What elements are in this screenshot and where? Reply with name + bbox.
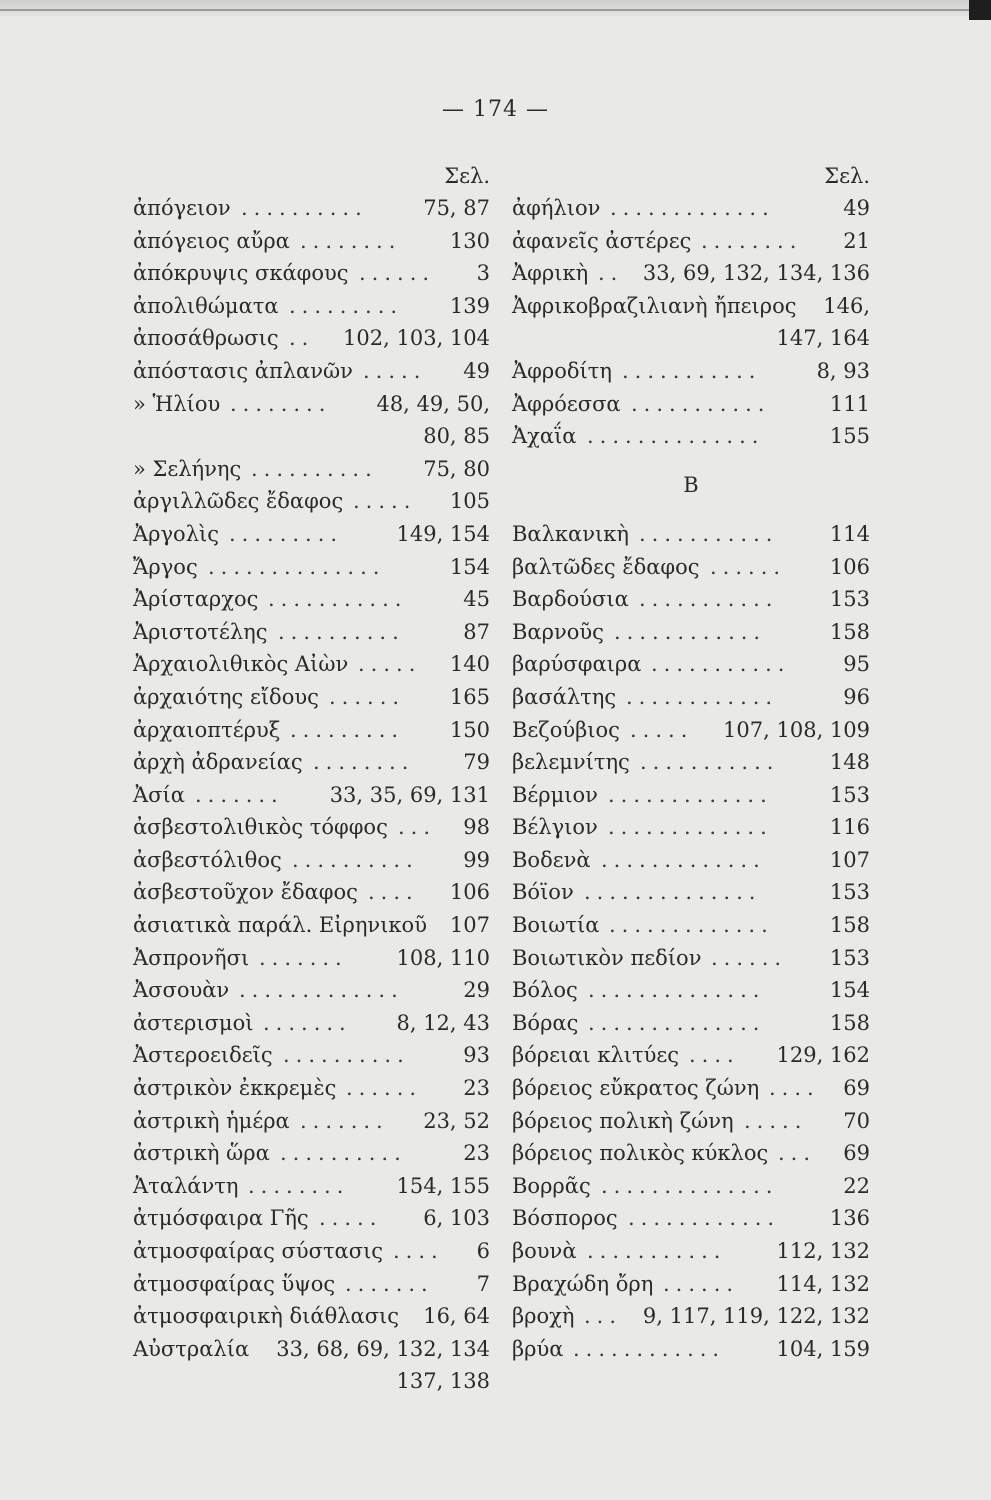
index-term: Βόρας	[512, 1010, 579, 1035]
index-term: ἀφανεῖς ἀστέρες	[512, 228, 692, 253]
index-pages: 107	[449, 913, 490, 938]
index-entry	[512, 779, 870, 812]
index-pages: 130	[449, 228, 490, 253]
index-entry	[133, 583, 490, 616]
index-entry	[133, 192, 490, 225]
index-pages: 87	[463, 619, 490, 644]
index-pages: 104, 159	[776, 1336, 870, 1361]
leader-dots: ..........	[280, 1141, 407, 1166]
index-entry	[512, 225, 870, 258]
leader-dots: .......	[259, 945, 348, 970]
column-header-right: Σελ.	[824, 164, 870, 188]
index-term: Ἀχαΐα	[512, 424, 577, 449]
leader-dots: .........	[289, 293, 404, 318]
index-term: Ἀργολὶς	[133, 521, 220, 546]
leader-dots: ..	[598, 261, 624, 286]
index-entry	[512, 681, 870, 714]
index-pages: 153	[829, 782, 870, 807]
index-entry	[133, 225, 490, 258]
index-entry	[512, 616, 870, 649]
index-entry	[133, 1202, 490, 1235]
index-pages: 29	[463, 978, 490, 1003]
index-term: ἀπόκρυψις σκάφους	[133, 261, 349, 286]
index-pages: 116	[829, 815, 870, 840]
index-entry	[512, 420, 870, 453]
leader-dots: ...........	[268, 587, 408, 612]
index-term: βόρειος εὔκρατος ζώνη	[512, 1076, 760, 1101]
index-entry	[133, 876, 490, 909]
index-entry	[512, 1105, 870, 1138]
leader-dots: ....	[769, 1076, 820, 1101]
index-pages: 154, 155	[396, 1173, 490, 1198]
index-pages: 98	[463, 815, 490, 840]
index-entry	[133, 616, 490, 649]
index-pages: 93	[463, 1043, 490, 1068]
leader-dots: ............	[628, 1206, 781, 1231]
index-term: Ἀφρικοβραζιλιανὴ ἤπειρος	[512, 293, 797, 318]
index-term: Βοδενὰ	[512, 847, 591, 872]
leader-dots: ....	[368, 880, 419, 905]
index-term: Ἀφρόεσσα	[512, 391, 621, 416]
leader-dots: ..............	[584, 880, 762, 905]
index-term: βροχὴ	[512, 1304, 575, 1329]
index-pages: 23	[463, 1141, 490, 1166]
leader-dots: .....	[319, 1206, 383, 1231]
index-term: Βορρᾶς	[512, 1173, 591, 1198]
index-pages: 33, 69, 132, 134, 136	[642, 261, 870, 286]
index-entry	[133, 1365, 490, 1398]
index-entry	[133, 1170, 490, 1203]
index-term: Βόϊον	[512, 880, 574, 905]
index-pages: 3	[476, 261, 490, 286]
index-term: βουνὰ	[512, 1239, 577, 1263]
index-pages: 9, 117, 119, 122, 132	[642, 1304, 870, 1329]
index-entry	[133, 420, 490, 453]
index-pages: 75, 87	[423, 196, 490, 220]
leader-dots: ...........	[631, 391, 771, 416]
index-pages: 49	[463, 358, 490, 383]
index-pages: 165	[449, 684, 490, 709]
leader-dots: ..............	[588, 978, 766, 1003]
index-pages: 48, 49, 50,	[376, 391, 490, 416]
index-entry	[133, 779, 490, 812]
index-term: Βέρμιον	[512, 782, 598, 807]
index-term: ἀτμόσφαιρα Γῆς	[133, 1206, 309, 1231]
index-term: Βραχώδη ὄρη	[512, 1271, 654, 1296]
index-entry	[133, 1333, 490, 1366]
index-pages: 69	[843, 1076, 870, 1101]
index-term: ἀστερισμοὶ	[133, 1010, 254, 1035]
index-term: βελεμνίτης	[512, 750, 630, 775]
index-entry	[512, 322, 870, 355]
index-pages: 155	[829, 424, 870, 449]
index-pages: 150	[449, 717, 490, 742]
index-pages: 69	[843, 1141, 870, 1166]
leader-dots: ...........	[639, 587, 779, 612]
index-pages: 140	[449, 652, 490, 677]
leader-dots: .........	[229, 521, 344, 546]
leader-dots: ........	[701, 228, 803, 253]
index-term: ἀπόγειος αὔρα	[133, 228, 290, 253]
index-entry	[133, 648, 490, 681]
index-pages: 114	[829, 521, 870, 546]
index-entry	[512, 876, 870, 909]
leader-dots: ..........	[278, 619, 405, 644]
index-term: Ἀριστοτέλης	[133, 619, 268, 644]
index-term: Βαρδούσια	[512, 587, 629, 612]
index-pages: 8, 93	[816, 358, 870, 383]
leader-dots: .......	[300, 1108, 389, 1133]
index-pages: 33, 68, 69, 132, 134	[276, 1336, 490, 1361]
leader-dots: ......	[346, 1076, 423, 1101]
leader-dots: ........	[230, 391, 332, 416]
index-entry	[133, 1039, 490, 1072]
index-pages: 154	[829, 978, 870, 1003]
index-entry	[133, 1105, 490, 1138]
index-entry	[133, 844, 490, 877]
page-number: — 174 —	[442, 97, 549, 122]
leader-dots: .............	[609, 913, 774, 938]
index-pages: 22	[843, 1173, 870, 1198]
leader-dots: ............	[626, 684, 779, 709]
index-term: ἀρχαιοπτέρυξ	[133, 717, 281, 742]
index-term: Ἀρίσταρχος	[133, 587, 259, 612]
index-entry	[133, 518, 490, 551]
index-term: ἀσβεστολιθικὸς τόφφος	[133, 815, 388, 840]
index-term: Ἀστεροειδεῖς	[133, 1043, 273, 1068]
index-pages: 21	[843, 228, 870, 253]
index-entry	[512, 1170, 870, 1203]
index-entry	[133, 388, 490, 421]
index-term: βρύα	[512, 1336, 564, 1361]
index-pages: 149, 154	[396, 521, 490, 546]
index-column-left	[133, 160, 490, 1398]
index-term: βόρειος πολικὸς κύκλος	[512, 1141, 769, 1166]
index-pages: 139	[449, 293, 490, 318]
leader-dots: ........	[313, 750, 415, 775]
index-entry	[512, 1039, 870, 1072]
leader-dots: ..	[289, 326, 315, 351]
index-pages: 106	[449, 880, 490, 905]
leader-dots: ......	[329, 684, 406, 709]
index-pages: 114, 132	[776, 1271, 870, 1296]
index-term: ἀργιλλῶδες ἔδαφος	[133, 489, 344, 514]
leader-dots: ..............	[208, 554, 386, 579]
leader-dots: ............	[573, 1336, 726, 1361]
leader-dots: ..........	[241, 196, 368, 220]
index-entry	[133, 746, 490, 779]
index-entry	[512, 1300, 870, 1333]
index-pages: 107, 108, 109	[723, 717, 870, 742]
index-entry	[133, 257, 490, 290]
index-term: Αὐστραλία	[133, 1336, 250, 1361]
index-entry	[133, 1300, 490, 1333]
leader-dots: ...	[778, 1141, 817, 1166]
index-entry	[133, 1137, 490, 1170]
index-pages: 33, 35, 69, 131	[329, 782, 490, 807]
index-entry	[133, 974, 490, 1007]
index-term: Βαλκανικὴ	[512, 521, 629, 546]
index-term: ἀτμοσφαίρας σύστασις	[133, 1239, 384, 1263]
leader-dots: .............	[608, 815, 773, 840]
index-entry	[512, 518, 870, 551]
leader-dots: ..........	[292, 847, 419, 872]
index-pages: 80, 85	[423, 424, 490, 449]
leader-dots: ..............	[588, 1010, 766, 1035]
index-pages: 6	[476, 1239, 490, 1263]
index-term: ἀπολιθώματα	[133, 293, 279, 318]
index-entry	[512, 1007, 870, 1040]
index-pages: 79	[463, 750, 490, 775]
index-entry	[512, 388, 870, 421]
leader-dots: ...	[584, 1304, 623, 1329]
index-term: Ἀσσουὰν	[133, 978, 230, 1003]
index-pages: 102, 103, 104	[343, 326, 490, 351]
leader-dots: ...........	[640, 750, 780, 775]
index-entry	[133, 485, 490, 518]
index-pages: 129, 162	[776, 1043, 870, 1068]
index-pages: 146,	[823, 293, 870, 318]
index-term: Ἀταλάντη	[133, 1173, 239, 1198]
index-pages: 158	[829, 913, 870, 938]
index-entry	[133, 453, 490, 486]
index-entry	[512, 1202, 870, 1235]
index-pages: 8, 12, 43	[396, 1010, 490, 1035]
index-pages: 137, 138	[396, 1369, 490, 1394]
index-entry	[512, 257, 870, 290]
index-entry	[512, 192, 870, 225]
section-letter: Β	[683, 472, 699, 497]
index-entry	[512, 811, 870, 844]
index-pages: 111	[829, 391, 870, 416]
index-entry	[133, 1235, 490, 1268]
index-pages: 112, 132	[776, 1239, 870, 1263]
index-pages: 105	[449, 489, 490, 514]
index-pages: 108, 110	[396, 945, 490, 970]
index-entry	[512, 1268, 870, 1301]
index-entry	[512, 746, 870, 779]
index-entry	[133, 942, 490, 975]
leader-dots: ..............	[587, 424, 765, 449]
index-entry	[512, 942, 870, 975]
leader-dots: ............	[614, 619, 767, 644]
index-entry	[133, 551, 490, 584]
index-pages: 23	[463, 1076, 490, 1101]
leader-dots: ......	[711, 945, 788, 970]
index-term: Βοιωτικὸν πεδίον	[512, 945, 702, 970]
index-term: ἀστρικὴ ὥρα	[133, 1141, 270, 1166]
index-term: Ἀφρικὴ	[512, 261, 589, 286]
index-pages: 6, 103	[423, 1206, 490, 1231]
index-term: ἀσβεστόλιθος	[133, 847, 282, 872]
index-pages: 107	[829, 847, 870, 872]
index-entry	[133, 1268, 490, 1301]
leader-dots: ...	[398, 815, 437, 840]
column-header-left: Σελ.	[444, 164, 490, 188]
leader-dots: ..........	[251, 456, 378, 481]
index-pages: 70	[843, 1108, 870, 1133]
index-term: ἀστρικὸν ἐκκρεμὲς	[133, 1076, 337, 1101]
leader-dots: .....	[744, 1108, 808, 1133]
index-term: Βόλος	[512, 978, 578, 1003]
index-pages: 153	[829, 880, 870, 905]
index-entry	[133, 811, 490, 844]
index-term: Ἀσπρονῆσι	[133, 945, 250, 970]
index-term: Ἀφροδίτη	[512, 358, 612, 383]
index-entry	[133, 355, 490, 388]
index-entry	[512, 844, 870, 877]
index-term: βόρειαι κλιτύες	[512, 1043, 680, 1068]
leader-dots: .............	[239, 978, 404, 1003]
index-term: ἀρχὴ ἀδρανείας	[133, 750, 303, 775]
index-pages: 154	[449, 554, 490, 579]
index-term: βασάλτης	[512, 684, 617, 709]
scan-top-edge	[0, 0, 991, 16]
index-entry	[512, 1137, 870, 1170]
index-entry	[133, 909, 490, 942]
index-pages: 49	[843, 196, 870, 220]
index-entry	[512, 290, 870, 323]
leader-dots: .......	[195, 782, 284, 807]
index-term: Βέλγιον	[512, 815, 598, 840]
index-pages: 158	[829, 1010, 870, 1035]
leader-dots: .............	[601, 847, 766, 872]
index-term: Ἄργος	[133, 554, 198, 579]
scan-corner-mark	[969, 0, 991, 20]
index-pages: 95	[843, 652, 870, 677]
index-entry	[512, 1333, 870, 1366]
leader-dots: .......	[345, 1271, 434, 1296]
leader-dots: .......	[263, 1010, 352, 1035]
index-pages: 158	[829, 619, 870, 644]
leader-dots: .....	[358, 652, 422, 677]
index-term: ἀρχαιότης εἴδους	[133, 684, 319, 709]
index-term: » Ἡλίου	[133, 391, 221, 416]
index-term: Ἀσία	[133, 782, 185, 807]
index-entry	[133, 322, 490, 355]
leader-dots: ......	[710, 554, 787, 579]
index-pages: 153	[829, 945, 870, 970]
index-term: Ἀρχαιολιθικὸς Αἰὼν	[133, 652, 349, 677]
index-entry	[512, 355, 870, 388]
index-entry	[133, 714, 490, 747]
index-term: Βεζούβιος	[512, 717, 620, 742]
leader-dots: ........	[300, 228, 402, 253]
leader-dots: ..........	[283, 1043, 410, 1068]
index-term: ἀπόστασις ἀπλανῶν	[133, 358, 353, 383]
leader-dots: .............	[610, 196, 775, 220]
leader-dots: ....	[393, 1239, 444, 1263]
index-pages: 148	[829, 750, 870, 775]
leader-dots: ......	[663, 1271, 740, 1296]
index-entry	[133, 290, 490, 323]
index-entry	[512, 1235, 870, 1268]
index-term: Βόσπορος	[512, 1206, 618, 1231]
leader-dots: ...........	[587, 1239, 727, 1263]
leader-dots: .....	[630, 717, 694, 742]
leader-dots: .....	[353, 489, 417, 514]
index-entry	[512, 1072, 870, 1105]
leader-dots: ...........	[651, 652, 791, 677]
index-term: ἀποσάθρωσις	[133, 326, 279, 351]
leader-dots: .........	[290, 717, 405, 742]
index-term: ἀτμοσφαιρικὴ διάθλασις	[133, 1304, 400, 1329]
leader-dots: ........	[248, 1173, 350, 1198]
index-entry	[512, 714, 870, 747]
leader-dots: ......	[359, 261, 436, 286]
leader-dots: .............	[608, 782, 773, 807]
index-term: ἀπόγειον	[133, 196, 231, 220]
index-entry	[512, 909, 870, 942]
index-pages: 96	[843, 684, 870, 709]
index-entry	[512, 583, 870, 616]
index-pages: 106	[829, 554, 870, 579]
index-pages: 16, 64	[423, 1304, 490, 1329]
index-term: ἀτμοσφαίρας ὕψος	[133, 1271, 336, 1296]
index-entry	[133, 1072, 490, 1105]
index-term: Βοιωτία	[512, 913, 600, 938]
index-entry	[133, 681, 490, 714]
index-pages: 45	[463, 587, 490, 612]
leader-dots: ....	[689, 1043, 740, 1068]
index-term: ἀφήλιον	[512, 196, 601, 220]
leader-dots: ...........	[622, 358, 762, 383]
index-term: ἀσιατικὰ παράλ. Εἰρηνικοῦ	[133, 913, 427, 938]
leader-dots: ...........	[639, 521, 779, 546]
index-entry	[512, 974, 870, 1007]
index-term: » Σελήνης	[133, 456, 242, 481]
index-pages: 99	[463, 847, 490, 872]
index-term: Βαρνοῦς	[512, 619, 604, 644]
index-term: βόρειος πολικὴ ζώνη	[512, 1108, 734, 1133]
index-entry	[512, 551, 870, 584]
index-term: ἀστρικὴ ἡμέρα	[133, 1108, 290, 1133]
index-pages: 153	[829, 587, 870, 612]
leader-dots: ..............	[601, 1173, 779, 1198]
index-term: βαρύσφαιρα	[512, 652, 642, 677]
index-pages: 147, 164	[776, 326, 870, 351]
index-pages: 136	[829, 1206, 870, 1231]
index-entry	[512, 648, 870, 681]
index-term: ἀσβεστοῦχον ἔδαφος	[133, 880, 358, 905]
leader-dots: .....	[363, 358, 427, 383]
index-term: βαλτῶδες ἔδαφος	[512, 554, 700, 579]
index-column-right	[512, 160, 870, 1365]
index-entry	[133, 1007, 490, 1040]
index-pages: 23, 52	[423, 1108, 490, 1133]
index-pages: 7	[476, 1271, 490, 1296]
index-pages: 75, 80	[423, 456, 490, 481]
